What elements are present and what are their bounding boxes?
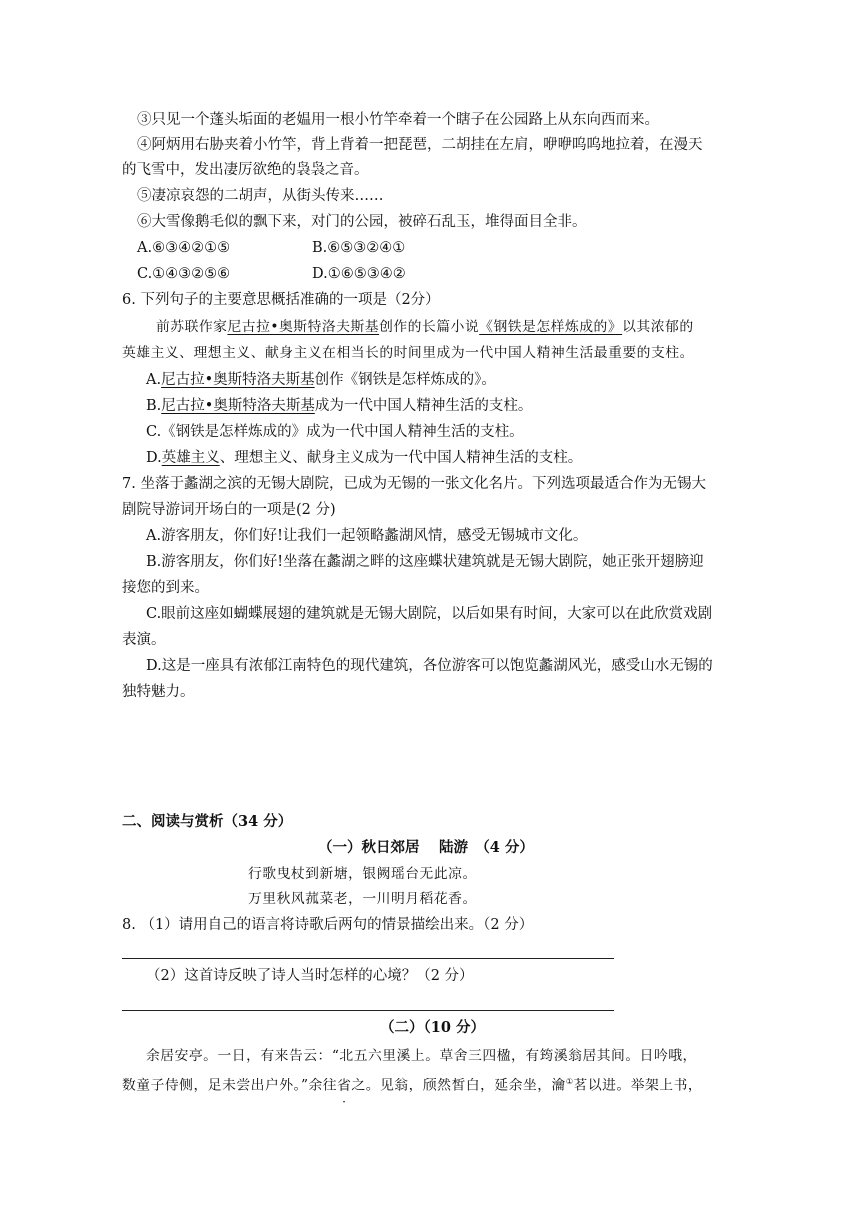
option-underlined: 尼古拉•奥斯特洛夫斯基 — [161, 372, 315, 388]
q7-option-a: A.游客朋友，你们好!让我们一起领略蠡湖风情，感受无锡城市文化。 — [146, 528, 588, 544]
q5-option-c: C.①④③②⑤⑥ — [137, 266, 231, 282]
prose-line-2 — [122, 1072, 702, 1096]
q5-option-b: B.⑥⑤③②④① — [312, 240, 406, 256]
q5-sentence-4-cont: 的飞雪中，发出凄厉欲绝的袅袅之音。 — [122, 162, 369, 178]
q8-part1: 8. （1）请用自己的语言将诗歌后两句的情景描绘出来。（2 分） — [122, 917, 534, 933]
answer-line — [122, 958, 614, 959]
q6-passage-line2: 英雄主义、理想主义、献身主义在相当长的时间里成为一代中国人精神生活最重要的支柱。 — [122, 345, 694, 361]
q5-option-d: D.①⑥⑤③④② — [312, 266, 406, 282]
option-text: 创作《钢铁是怎样炼成的》。 — [314, 372, 496, 388]
option-underlined: 英雄主义 — [161, 450, 220, 466]
q6-passage-text: 创作的长篇小说 — [379, 319, 480, 335]
option-text: 成为一代中国人精神生活的支柱。 — [314, 398, 533, 414]
q7-stem-line2: 剧院导游词开场白的一项是(2 分) — [122, 502, 336, 518]
poem-line-2: 万里秋风菰菜老，一川明月稻花香。 — [248, 891, 477, 907]
q5-sentence-4: ④阿炳用右胁夹着小竹竿，背上背着一把琵琶，二胡挂在左肩，咿咿呜呜地拉着，在漫天 — [137, 137, 703, 153]
option-label: A. — [146, 372, 162, 388]
q6-option-b — [146, 396, 532, 416]
q6-passage-text: 以其浓郁的 — [622, 319, 694, 335]
poem-line-1: 行歌曳杖到新塘，银阙瑶台无此凉。 — [248, 866, 477, 882]
q7-option-d-line2: 独特魅力。 — [122, 684, 195, 700]
q7-option-c-line1: C.眼前这座如蝴蝶展翅的建筑就是无锡大剧院，以后如果有时间，大家可以在此欣赏戏剧 — [146, 606, 713, 622]
option-label: D. — [146, 450, 162, 466]
q6-stem: 6. 下列句子的主要意思概括准确的一项是（2分） — [122, 292, 440, 308]
prose-line-1: 余居安亭。一日，有来告云：“北五六里溪上。草舍三四楹，有筠溪翁居其间。日吟哦， — [146, 1048, 697, 1064]
option-label: B. — [146, 398, 162, 414]
prose-text: 茗以进。举架上书， — [573, 1077, 703, 1094]
q6-passage-book: 《钢铁是怎样炼成的》 — [479, 319, 623, 335]
q6-option-d — [146, 448, 582, 468]
q7-option-d-line1: D.这是一座具有浓郁江南特色的现代建筑，各位游客可以饱览蠡湖风光，感受山水无锡的 — [146, 658, 713, 674]
q6-option-a — [146, 370, 496, 390]
part2-title: （二）（10 分） — [380, 1019, 485, 1036]
q7-option-b-line1: B.游客朋友，你们好!坐落在蠡湖之畔的这座蝶状建筑就是无锡大剧院，她正张开翅膀迎 — [146, 554, 704, 570]
poem-title: （一）秋日郊居 陆游 （4 分） — [318, 839, 534, 856]
q5-sentence-6: ⑥大雪像鹅毛似的飘下来，对门的公园，被碎石乱玉，堆得面目全非。 — [137, 214, 587, 230]
q5-sentence-3: ③只见一个蓬头垢面的老媪用一根小竹竿牵着一个瞎子在公园路上从东向西而来。 — [137, 112, 659, 128]
q5-sentence-5: ⑤凄凉哀怨的二胡声，从街头传来…… — [137, 188, 384, 204]
q5-option-a: A.⑥③④②①⑤ — [137, 240, 231, 256]
section-heading: 二、阅读与赏析（34 分） — [122, 813, 293, 830]
q6-passage-author: 尼古拉•奥斯特洛夫斯基 — [227, 319, 380, 335]
q8-part2: （2）这首诗反映了诗人当时怎样的心境？（2 分） — [146, 968, 474, 984]
q6-passage-text: 前苏联作家 — [156, 319, 228, 335]
q7-stem-line1: 7. 坐落于蠡湖之滨的无锡大剧院，已成为无锡的一张文化名片。下列选项最适合作为无锡大 — [122, 476, 706, 492]
prose-emphasis-char: 省 — [337, 1077, 352, 1094]
prose-text: 之。见翁，颀然皙白，延余坐，瀹 — [351, 1077, 566, 1094]
footnote-marker: ① — [565, 1077, 574, 1086]
q6-option-c: C.《钢铁是怎样炼成的》成为一代中国人精神生活的支柱。 — [146, 424, 524, 440]
answer-line — [122, 1010, 614, 1011]
option-text: 、理想主义、献身主义成为一代中国人精神生活的支柱。 — [219, 450, 583, 466]
prose-text: 数童子侍侧，足未尝出户外。”余往 — [122, 1077, 338, 1094]
q7-option-b-line2: 接您的到来。 — [122, 580, 209, 596]
option-underlined: 尼古拉•奥斯特洛夫斯基 — [161, 398, 315, 414]
q6-passage-line1 — [156, 317, 694, 337]
q7-option-c-line2: 表演。 — [122, 632, 166, 648]
